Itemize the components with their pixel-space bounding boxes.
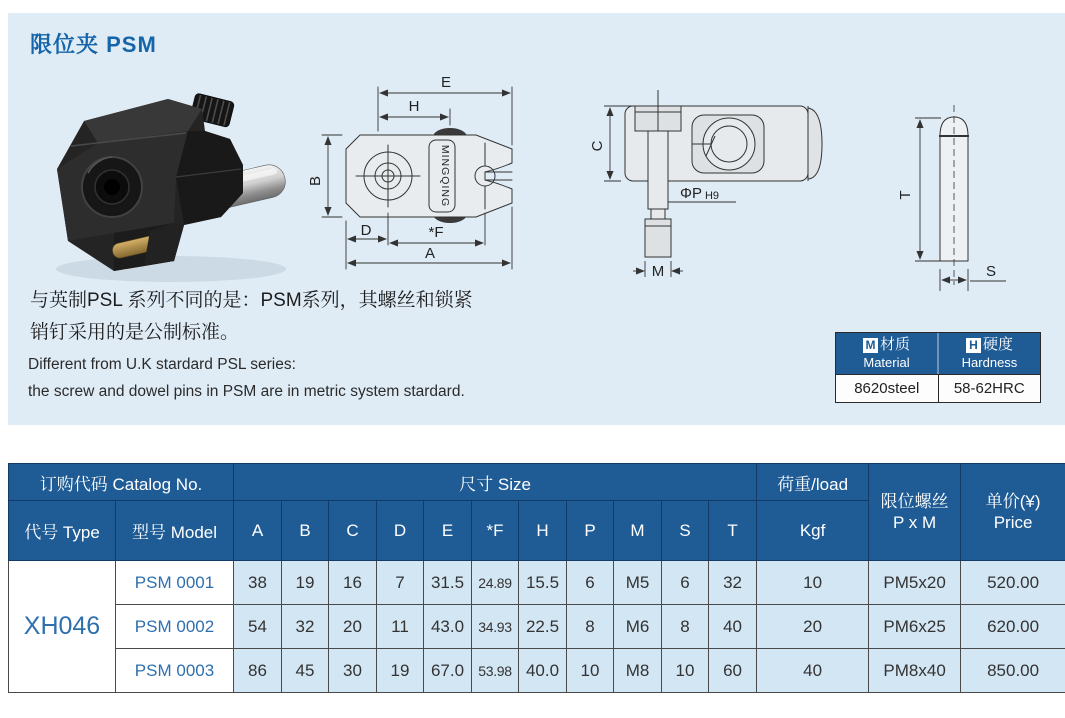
dim-label-T: T bbox=[897, 190, 914, 200]
header-catalog-no: 订购代码 Catalog No. bbox=[9, 464, 234, 501]
header-price-zh: 单价(¥) bbox=[985, 491, 1041, 511]
kgf-cell: 40 bbox=[757, 649, 869, 693]
material-label-zh: 材质 bbox=[879, 336, 910, 353]
dim-B: 32 bbox=[282, 605, 329, 649]
product-intro-panel bbox=[8, 13, 1065, 425]
table-header-group-row bbox=[9, 464, 1065, 501]
dim-label-B: B bbox=[308, 175, 324, 187]
dim-label-S: S bbox=[985, 263, 997, 280]
model-cell: PSM 0001 bbox=[116, 561, 234, 605]
header-dim-M: M bbox=[614, 501, 662, 561]
dim-S: 6 bbox=[662, 561, 709, 605]
price-cell: 850.00 bbox=[961, 649, 1065, 693]
dim-label-H: H bbox=[408, 98, 420, 115]
hardness-icon: H bbox=[966, 338, 981, 353]
material-hardness-header bbox=[836, 333, 1040, 374]
description-zh-line2: 销钉采用的是公制标准。 bbox=[30, 322, 240, 343]
hardness-label-en: Hardness bbox=[961, 354, 1018, 370]
screw-cell: PM6x25 bbox=[869, 605, 961, 649]
dim-label-phi-tol: H9 bbox=[704, 190, 720, 202]
material-label-en: Material bbox=[863, 354, 910, 370]
dim-D: 7 bbox=[377, 561, 424, 605]
table-row bbox=[9, 561, 1065, 605]
price-cell: 620.00 bbox=[961, 605, 1065, 649]
header-dim-H: H bbox=[519, 501, 567, 561]
dim-S: 10 bbox=[662, 649, 709, 693]
screw-cell: PM8x40 bbox=[869, 649, 961, 693]
drawing-side-view bbox=[588, 78, 835, 295]
dim-B: 19 bbox=[282, 561, 329, 605]
header-load: 荷重/load bbox=[757, 464, 869, 501]
dim-P: 6 bbox=[567, 561, 614, 605]
header-type: 代号 Type bbox=[9, 501, 116, 561]
table-row bbox=[9, 649, 1065, 693]
dim-C: 20 bbox=[329, 605, 377, 649]
dim-S: 8 bbox=[662, 605, 709, 649]
header-dim-T: T bbox=[709, 501, 757, 561]
dim-F: 24.89 bbox=[472, 561, 519, 605]
dim-P: 10 bbox=[567, 649, 614, 693]
header-price bbox=[961, 464, 1065, 561]
dim-A: 38 bbox=[234, 561, 282, 605]
dim-label-E: E bbox=[440, 74, 452, 91]
dim-E: 43.0 bbox=[424, 605, 472, 649]
dim-M: M5 bbox=[614, 561, 662, 605]
dim-A: 54 bbox=[234, 605, 282, 649]
header-size: 尺寸 Size bbox=[234, 464, 757, 501]
header-kgf: Kgf bbox=[757, 501, 869, 561]
header-dim-A: A bbox=[234, 501, 282, 561]
header-dim-S: S bbox=[662, 501, 709, 561]
dim-E: 31.5 bbox=[424, 561, 472, 605]
dim-A: 86 bbox=[234, 649, 282, 693]
dim-M: M8 bbox=[614, 649, 662, 693]
material-value: 8620steel bbox=[836, 374, 938, 402]
material-header-cell bbox=[836, 333, 937, 374]
kgf-cell: 10 bbox=[757, 561, 869, 605]
screw-cell: PM5x20 bbox=[869, 561, 961, 605]
dim-label-C: C bbox=[589, 140, 606, 152]
table-row bbox=[9, 605, 1065, 649]
product-photo bbox=[26, 73, 310, 287]
dim-T: 60 bbox=[709, 649, 757, 693]
dim-label-A: A bbox=[424, 245, 436, 262]
header-dim-E: E bbox=[424, 501, 472, 561]
header-dim-D: D bbox=[377, 501, 424, 561]
hardness-value: 58-62HRC bbox=[938, 374, 1041, 402]
header-dim-B: B bbox=[282, 501, 329, 561]
dim-H: 22.5 bbox=[519, 605, 567, 649]
dim-D: 19 bbox=[377, 649, 424, 693]
dim-label-F: *F bbox=[428, 224, 444, 241]
material-icon: M bbox=[863, 338, 878, 353]
type-value: XH046 bbox=[9, 561, 116, 693]
dim-T: 40 bbox=[709, 605, 757, 649]
model-cell: PSM 0002 bbox=[116, 605, 234, 649]
model-cell: PSM 0003 bbox=[116, 649, 234, 693]
dim-M: M6 bbox=[614, 605, 662, 649]
catalog-table bbox=[8, 463, 1065, 693]
drawing-front-view bbox=[308, 73, 595, 280]
brand-label: MINGQING bbox=[439, 144, 451, 208]
dim-T: 32 bbox=[709, 561, 757, 605]
header-dim-C: C bbox=[329, 501, 377, 561]
dim-H: 40.0 bbox=[519, 649, 567, 693]
dim-F: 34.93 bbox=[472, 605, 519, 649]
material-hardness-table bbox=[835, 332, 1041, 403]
drawing-pin-view bbox=[858, 83, 1065, 310]
price-cell: 520.00 bbox=[961, 561, 1065, 605]
material-hardness-values bbox=[836, 374, 1040, 402]
dim-C: 30 bbox=[329, 649, 377, 693]
dim-label-D: D bbox=[360, 222, 372, 239]
description-en bbox=[28, 351, 465, 405]
dim-B: 45 bbox=[282, 649, 329, 693]
header-model: 型号 Model bbox=[116, 501, 234, 561]
dim-F: 53.98 bbox=[472, 649, 519, 693]
kgf-cell: 20 bbox=[757, 605, 869, 649]
dim-D: 11 bbox=[377, 605, 424, 649]
header-dim-P: P bbox=[567, 501, 614, 561]
dim-H: 15.5 bbox=[519, 561, 567, 605]
header-limit-screw-zh: 限位螺丝 bbox=[880, 491, 949, 511]
header-price-en: Price bbox=[993, 513, 1033, 532]
header-dim-F: *F bbox=[472, 501, 519, 561]
dim-label-M: M bbox=[651, 263, 665, 280]
hardness-label-zh: 硬度 bbox=[982, 336, 1013, 353]
hardness-header-cell bbox=[937, 333, 1040, 374]
description-zh bbox=[30, 285, 473, 349]
dim-P: 8 bbox=[567, 605, 614, 649]
header-limit-screw-en: P x M bbox=[893, 513, 937, 532]
product-photo-illustration bbox=[26, 73, 310, 287]
description-zh-line1: 与英制PSL 系列不同的是：PSM系列，其螺丝和锁紧 bbox=[30, 290, 473, 311]
dim-E: 67.0 bbox=[424, 649, 472, 693]
page-title: 限位夹 PSM bbox=[30, 32, 157, 57]
dim-C: 16 bbox=[329, 561, 377, 605]
description-en-line2: the screw and dowel pins in PSM are in metric system stardard. bbox=[28, 383, 465, 400]
header-limit-screw bbox=[869, 464, 961, 561]
description-en-line1: Different from U.K stardard PSL series: bbox=[28, 356, 296, 373]
dim-label-phi: ΦP bbox=[680, 185, 702, 202]
